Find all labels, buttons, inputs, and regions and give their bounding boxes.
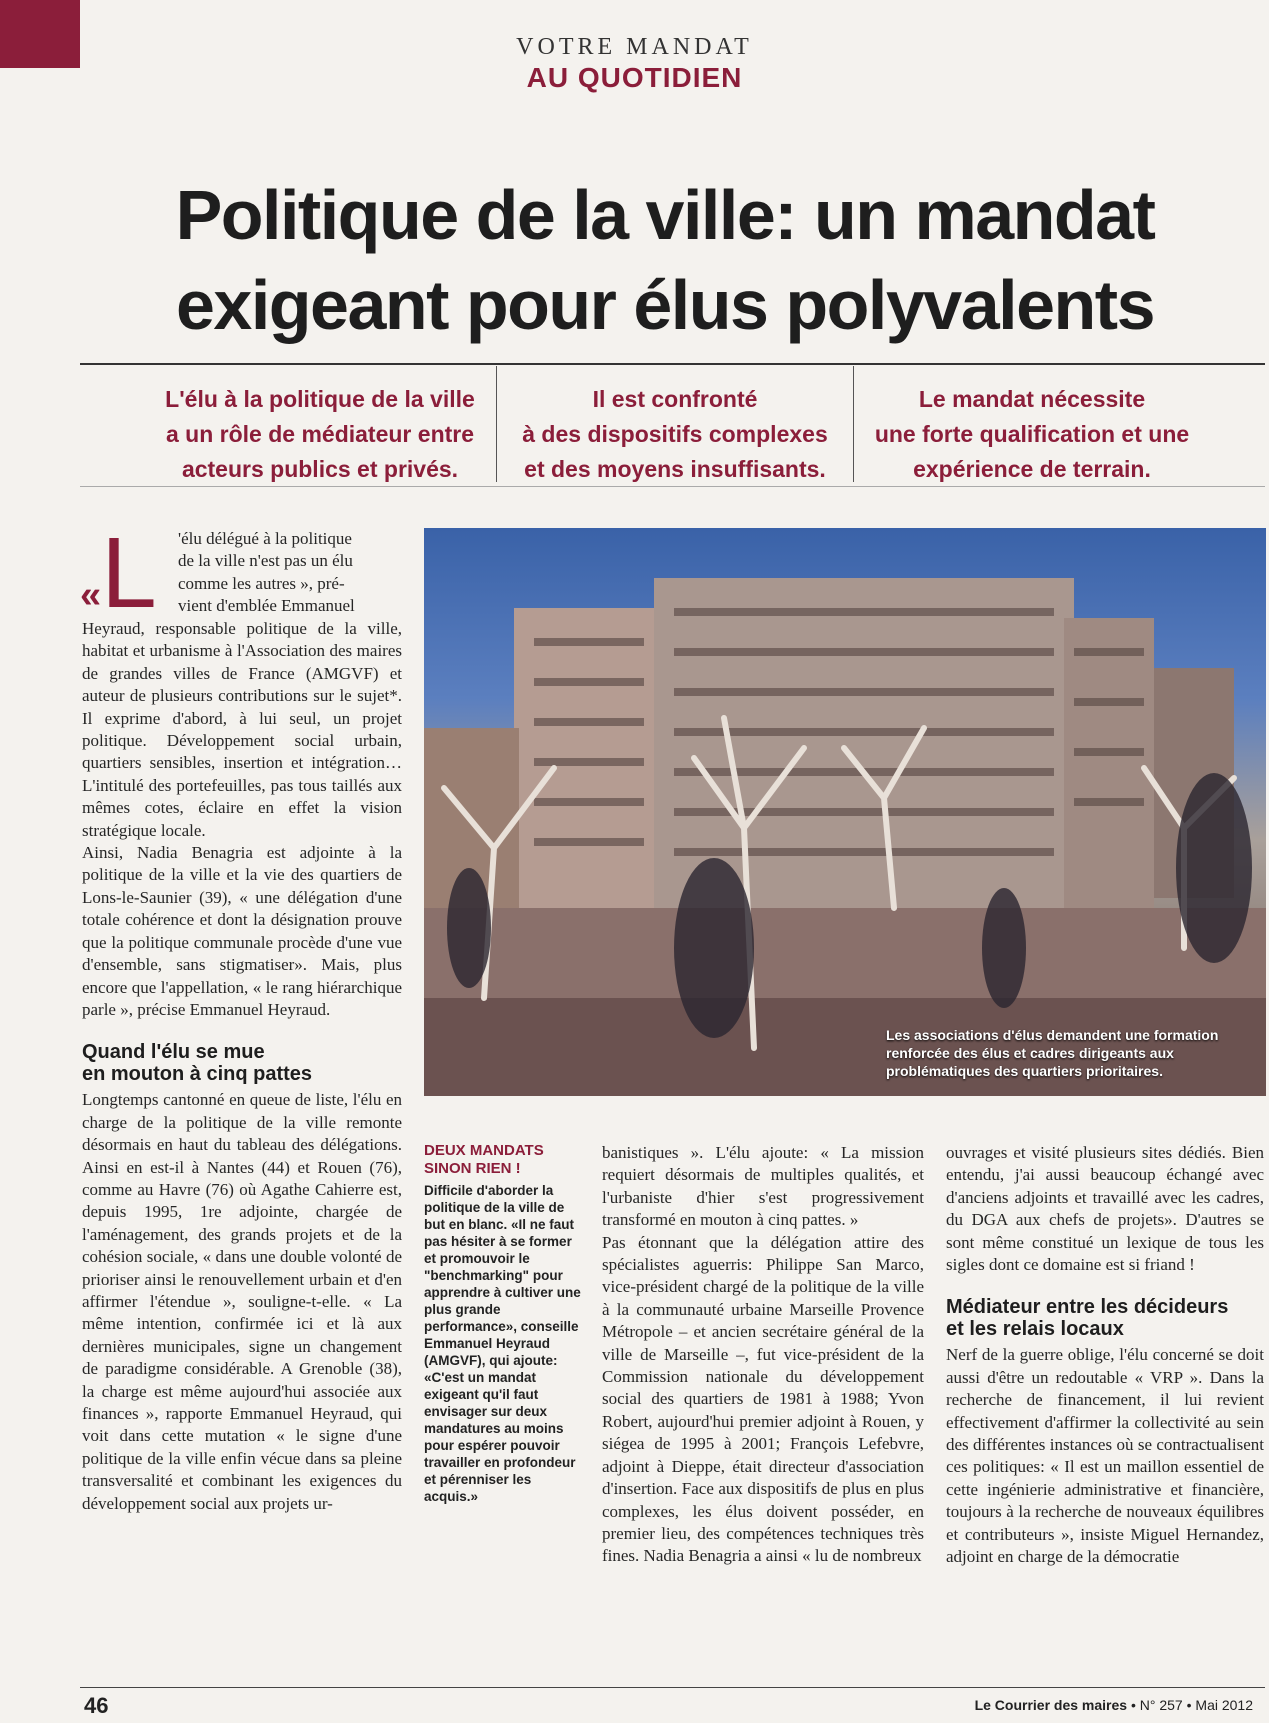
sidebar-title	[424, 1142, 584, 1178]
deck-line: acteurs publics et privés.	[181, 456, 459, 482]
headline-line-1: Politique de la ville: un mandat	[175, 176, 1155, 254]
lead-line: vient d'emblée Emmanuel	[178, 596, 355, 616]
column-1	[82, 618, 402, 1515]
article-photo	[424, 528, 1266, 1096]
photo-caption: Les associations d'élus demandent une formation renforcée des élus et cadres dirigeants aux problématiques des quartiers prioritaires.	[886, 1027, 1219, 1079]
photo-illustration	[424, 528, 1266, 1096]
magazine-footer	[975, 1697, 1253, 1713]
section-label: VOTRE MANDAT	[516, 34, 753, 60]
headline-line-2: exigeant pour élus polyvalents	[175, 266, 1155, 344]
dropcap-block	[80, 517, 157, 629]
sidebar-title-line: SINON RIEN !	[424, 1160, 521, 1177]
deck-line: Le mandat nécessite	[918, 386, 1146, 412]
footer-rule	[80, 1687, 1265, 1688]
deck-1	[150, 382, 490, 487]
deck-separator	[496, 366, 497, 482]
deck-separator	[853, 366, 854, 482]
lead-line: 'élu délégué à la politique	[178, 529, 352, 548]
subhead-line: Médiateur entre les décideurs	[946, 1296, 1229, 1319]
paragraph: Pas étonnant que la délégation attire des spécialistes aguerris: Philippe San Marco, vice-président chargé de la politique de la ville à la communauté urbaine Marseille Provence Métropole – et ancien secrétaire général de la ville de Marseille –, fut vice-président de la Commission nationale du développement social des quartiers de 1981 à 1988; Yvon Robert, aujourd'hui premier adjoint à Rouen, y siégea de 1995 à 2001; François Lefebvre, adjoint à Dieppe, était directeur d'association d'insertion. Face aux dispositifs de plus en plus complexes, les élus doivent posséder, en premier lieu, des compétences techniques très fines. Nadia Benagria a ainsi « lu de nombreux	[602, 1232, 924, 1566]
intro-lead	[178, 528, 402, 618]
article-headline	[70, 170, 1260, 350]
paragraph: Heyraud, responsable politique de la ville, habitat et urbanisme à l'Association des maires de grandes villes de France (AMGVF) et auteur de plusieurs contributions sur le sujet*. Il exprime d'abord, à lui seul, un projet politique. Développement social urbain, quartiers sensibles, insertion et intégration… L'intitulé des portefeuilles, pas tous taillés aux mêmes cotes, éclaire en effet la vision stratégique locale.	[82, 619, 402, 840]
paragraph: Ainsi, Nadia Benagria est adjointe à la politique de la ville et la vie des quartiers de Lons-le-Saunier (39), « une délégation d'une totale cohérence et dont la désignation prouve que la politique communale procède d'une vue d'ensemble, sans stigmatiser». Mais, plus encore que l'appellation, « le rang hiérarchique parle », précise Emmanuel Heyraud.	[82, 843, 402, 1019]
opening-quote: «	[80, 574, 102, 616]
deck-line: à des dispositifs complexes	[522, 421, 828, 447]
column-3	[602, 1142, 924, 1568]
sidebar-title-line: DEUX MANDATS	[424, 1142, 544, 1159]
lead-line: de la ville n'est pas un élu	[178, 551, 353, 571]
deck-2	[505, 382, 845, 487]
issue-date: Mai 2012	[1195, 1697, 1253, 1713]
magazine-name: Le Courrier des maires	[974, 1697, 1128, 1713]
paragraph: ouvrages et visité plusieurs sites dédiés. Bien entendu, j'ai aussi beaucoup échangé avec d'anciens adjoints et travaillé avec les cadres, du DGA aux chefs de projets». D'autres se sont même constitué un lexique de tous les sigles dont ce domaine est si friand !	[946, 1143, 1264, 1275]
deck-line: expérience de terrain.	[913, 456, 1151, 482]
deck-line: L'élu à la politique de la ville	[165, 386, 475, 412]
section-subtitle: AU QUOTIDIEN	[526, 62, 743, 93]
sidebar-body: Difficile d'aborder la politique de la ville de but en blanc. «Il ne faut pas hésiter à se former et promouvoir le "benchmarking" pour apprendre à cultiver une plus grande performance», conseille Emmanuel Heyraud (AMGVF), qui ajoute: «C'est un mandat exigeant qu'il faut envisager sur deux mandatures au moins pour espérer pouvoir travailler en profondeur et pérenniser les acquis.»	[424, 1183, 581, 1504]
column-4	[946, 1142, 1264, 1569]
subhead-mouton	[82, 1041, 402, 1085]
deck-line: une forte qualification et une	[874, 421, 1190, 447]
headline-rule	[80, 363, 1265, 365]
deck-3	[862, 382, 1202, 487]
dropcap-letter: L	[101, 517, 157, 629]
lead-line: comme les autres », pré-	[178, 573, 345, 593]
paragraph: Nerf de la guerre oblige, l'élu concerné se doit aussi d'être un redoutable « VRP ». Dans la recherche de financement, il lui revient effectivement d'affirmer la collectivité au sein des différentes instances où se contractualisent ces politiques: « Il est un maillon essentiel de cette ingénierie administrative et financière, toujours à la recherche de nouveaux équilibres et contributeurs », insiste Miguel Hernandez, adjoint en charge de la démocratie	[946, 1345, 1264, 1567]
subhead-line: Quand l'élu se mue	[82, 1041, 265, 1064]
sidebar-box	[424, 1142, 584, 1505]
paragraph: banistiques ». L'élu ajoute: « La mission requiert désormais de multiples qualités, et l'urbaniste d'hier s'est progressivement transformé en mouton à cinq pattes. »	[602, 1143, 924, 1230]
deck-line: a un rôle de médiateur entre	[165, 421, 475, 447]
page-number: 46	[84, 1693, 109, 1718]
subhead-line: en mouton à cinq pattes	[82, 1063, 313, 1086]
subhead-line: et les relais locaux	[946, 1318, 1124, 1341]
deck-line: Il est confronté	[592, 386, 758, 412]
paragraph: Longtemps cantonné en queue de liste, l'élu en charge de la politique de la ville remonte désormais en haut du tableau des délégations. Ainsi en est-il à Nantes (44) et Rouen (76), comme au Havre (76) où Agathe Cahierre est, depuis 1995, 1re adjointe, chargée de l'aménagement, des grands projets et de la cohésion sociale, « dans une double volonté de prioriser ainsi le renouvellement urbain et d'en affirmer l'étendue », souligne-t-elle. « La même intention, confirmée ici et là aux dernières municipales, signe un changement de paradigme considérable. A Grenoble (38), la charge est même aujourd'hui associée aux finances », rapporte Emmanuel Heyraud, qui voit dans cette mutation « le signe d'une politique de la ville enfin vécue dans sa pleine transversalité et combinant les exigences du développement social aux projets ur-	[82, 1090, 402, 1513]
issue-number: • N° 257 •	[1130, 1697, 1192, 1713]
subhead-mediateur	[946, 1296, 1264, 1340]
deck-line: et des moyens insuffisants.	[524, 456, 826, 482]
